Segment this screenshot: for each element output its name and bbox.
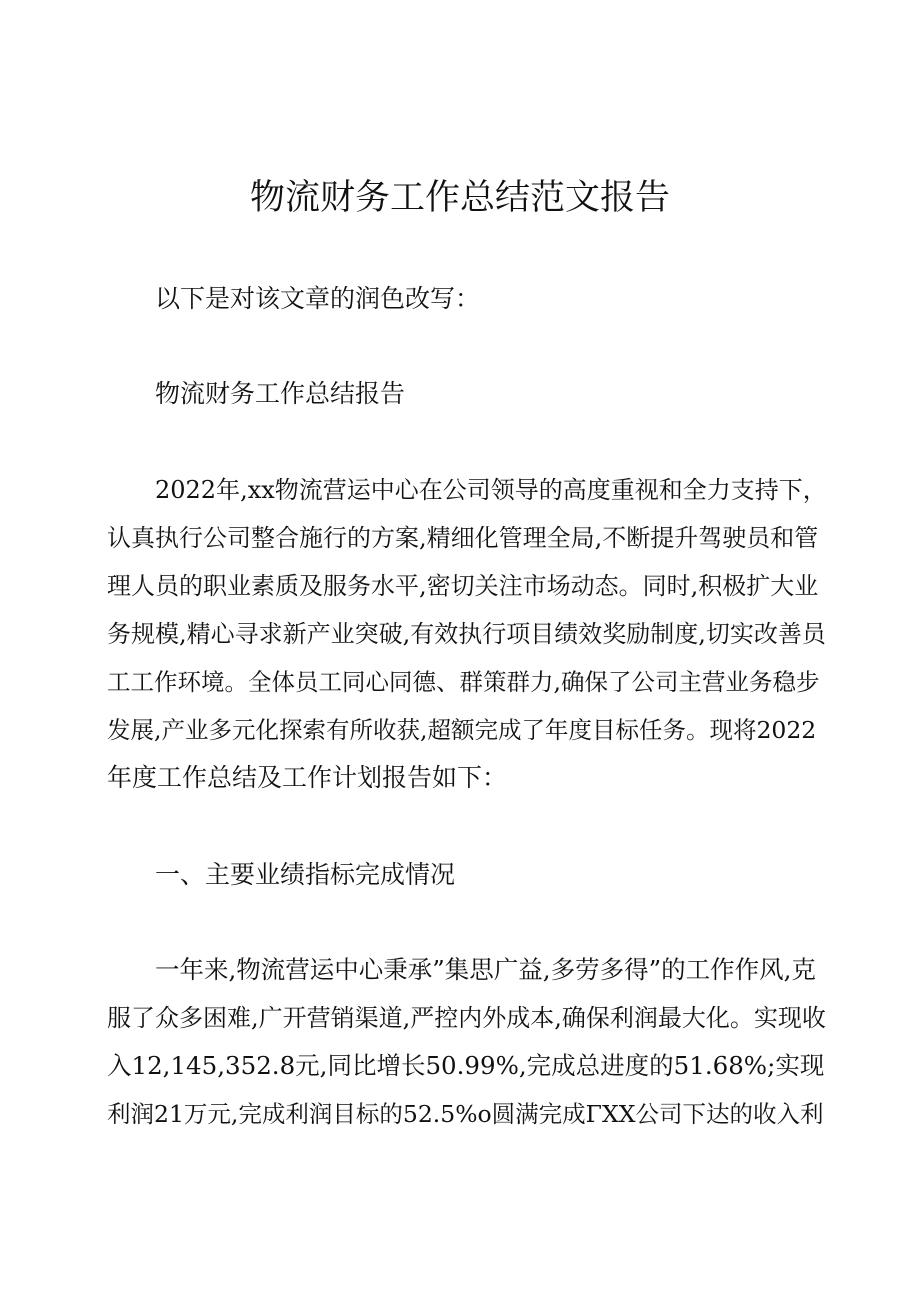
paragraph-line: 入12,145,352.8元,同比增长50.99%,完成总进度的51.68%;实现	[107, 1051, 825, 1080]
intro-text: 以下是对该文章的润色改写：	[155, 284, 481, 313]
paragraph-line: 理人员的职业素质及服务水平,密切关注市场动态。同时,积极扩大业	[107, 572, 819, 600]
paragraph-line: 一年来,物流营运中心秉承”集思广益,多劳多得”的工作作风,克	[155, 955, 816, 984]
paragraph-line: 务规模,精心寻求新产业突破,有效执行项目绩效奖励制度,切实改善员	[107, 620, 826, 648]
paragraph-line: 年度工作总结及工作计划报告如下：	[107, 763, 508, 792]
paragraph-line: 发展,产业多元化探索有所收获,超额完成了年度目标任务。现将2022	[107, 716, 817, 744]
document-title: 物流财务工作总结范文报告	[249, 178, 670, 218]
paragraph-line: 服了众多困难,广开营销渠道,严控内外成本,确保利润最大化。实现收	[107, 1004, 826, 1032]
paragraph-line: 2022年,xx物流营运中心在公司领导的高度重视和全力支持下，	[155, 476, 827, 504]
paragraph-line: 认真执行公司整合施行的方案,精细化管理全局,不断提升驾驶员和管	[107, 524, 819, 552]
section-heading: 一、主要业绩指标完成情况	[155, 860, 456, 889]
report-subtitle: 物流财务工作总结报告	[155, 379, 406, 408]
paragraph-line: 工工作环境。全体员工同心同德、群策群力,确保了公司主营业务稳步	[107, 668, 820, 696]
paragraph-line: 利润21万元,完成利润目标的52.5%o圆满完成ΓXX公司下达的收入利	[107, 1100, 824, 1128]
